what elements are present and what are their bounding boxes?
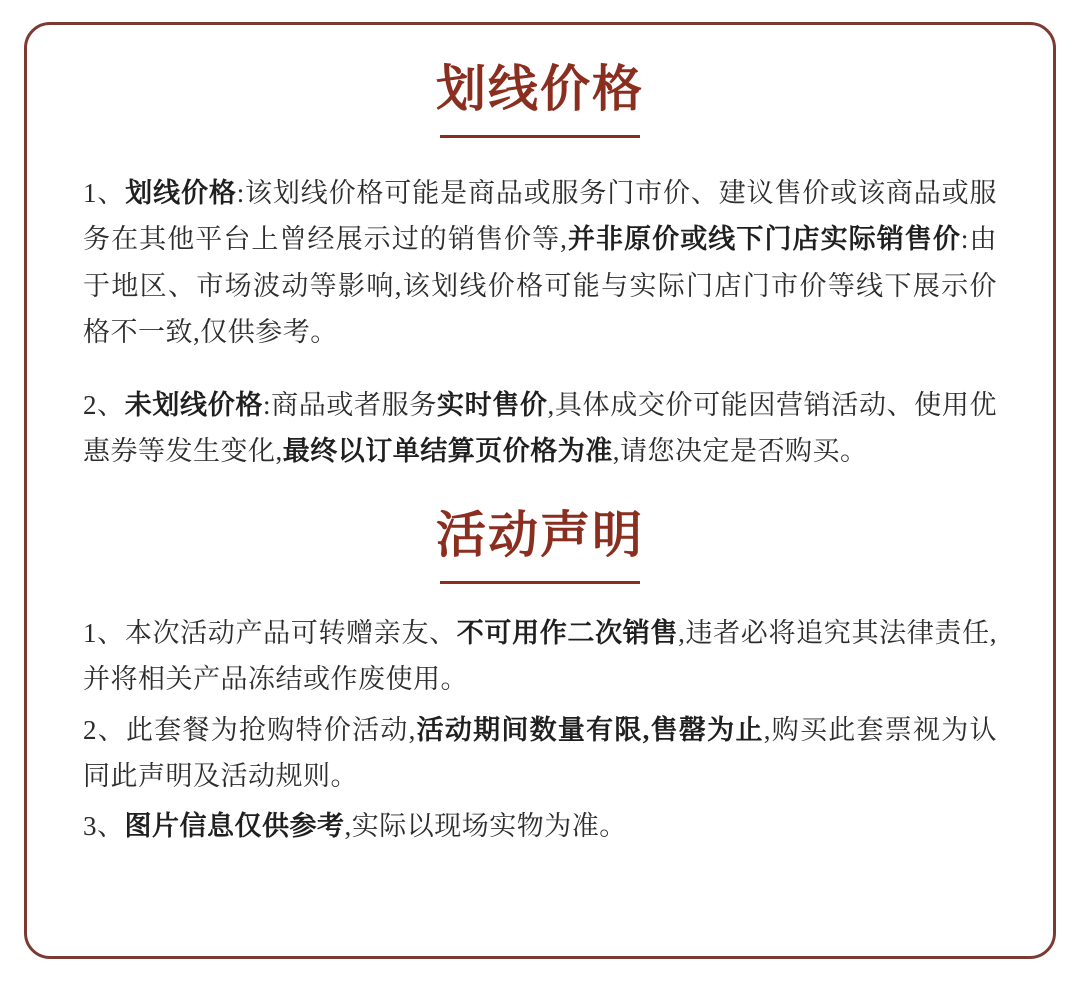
paragraph-activity-statement-1: [83, 610, 997, 703]
body-text: :商品或者服务: [262, 389, 437, 420]
body-text: 2、: [83, 389, 125, 420]
paragraph-strikethrough-price-1: [83, 170, 997, 356]
body-text: :该划线价格可能是商品或服务门市价、建议售价或该商品或服务在其他平台上曾经展示过的销售价等,: [83, 178, 997, 255]
paragraph-strikethrough-price-2: [83, 382, 997, 475]
title-divider-2: [440, 581, 640, 584]
body-text: ,实际以现场实物为准。: [344, 811, 627, 842]
body-text: ,请您决定是否购买。: [612, 436, 868, 467]
section-title-strikethrough-price: 划线价格: [436, 61, 644, 117]
body-text: ,购买此套票视为认同此声明及活动规则。: [83, 714, 998, 791]
emphasis-text: 图片信息仅供参考: [124, 811, 345, 842]
body-text: 2、此套餐为抢购特价活动,: [83, 714, 416, 745]
title-divider-1: [440, 135, 640, 138]
body-text: ,违者必将追究其法律责任,并将相关产品冻结或作废使用。: [83, 617, 998, 695]
content-frame: [24, 22, 1056, 959]
section-body-strikethrough-price: [83, 170, 997, 475]
emphasis-text: 活动期间数量有限,售罄为止: [415, 714, 764, 745]
section-body-activity-statement: [83, 610, 997, 850]
body-text: 3、: [83, 811, 125, 842]
paragraph-activity-statement-3: [83, 803, 997, 849]
paragraph-activity-statement-2: [83, 707, 997, 800]
emphasis-text: 实时售价: [436, 389, 548, 420]
emphasis-text: 最终以订单结算页价格为准: [282, 436, 613, 467]
body-text: :由于地区、市场波动等影响,该划线价格可能与实际门店门市价等线下展示价格不一致,仅供参考。: [83, 224, 997, 348]
body-text: 1、本次活动产品可转赠亲友、: [83, 617, 457, 648]
body-text: 1、: [83, 178, 126, 208]
emphasis-text: 不可用作二次销售: [456, 617, 679, 648]
section-title-activity-statement: 活动声明: [436, 506, 644, 563]
emphasis-text: 划线价格: [125, 178, 237, 208]
emphasis-text: 并非原价或线下门店实际销售价: [567, 224, 961, 255]
emphasis-text: 未划线价格: [124, 389, 263, 420]
body-text: ,具体成交价可能因营销活动、使用优惠券等发生变化,: [83, 389, 998, 467]
